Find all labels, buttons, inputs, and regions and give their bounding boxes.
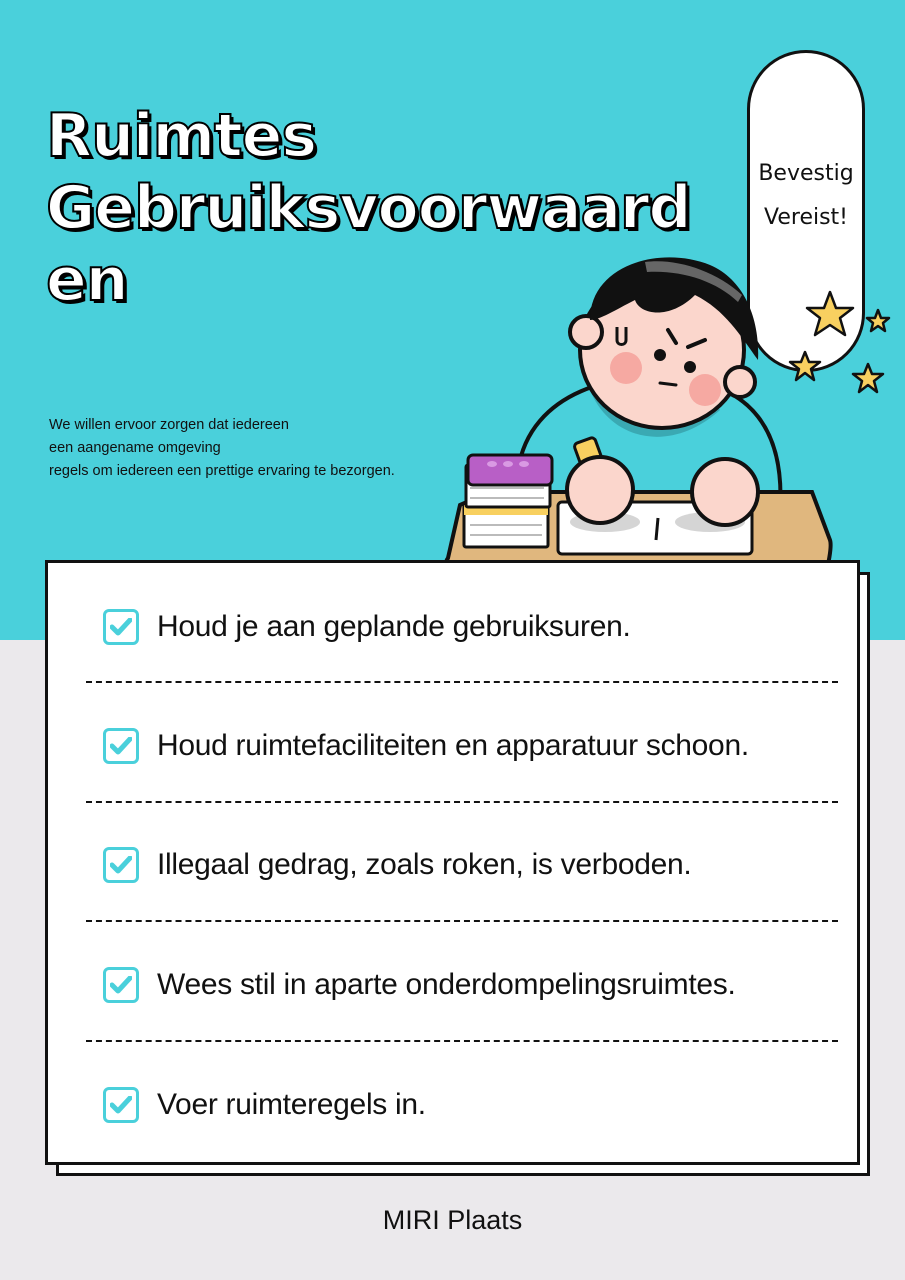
- checkbox-checked-icon[interactable]: [103, 847, 139, 883]
- rule-label: Voer ruimteregels in.: [157, 1088, 426, 1121]
- intro-line-3: regels om iedereen een prettige ervaring te bezorgen.: [49, 463, 395, 479]
- student-illustration: [440, 240, 905, 580]
- rule-label: Illegaal gedrag, zoals roken, is verboden.: [157, 848, 692, 881]
- rule-item: [103, 1085, 843, 1125]
- dashed-divider: [86, 801, 838, 803]
- title-line-1: Ruimtes: [46, 101, 317, 171]
- rule-label: Houd je aan geplande gebruiksuren.: [157, 610, 631, 643]
- rule-item: [103, 965, 843, 1005]
- rule-label: Wees stil in aparte onderdompelingsruimtes.: [157, 968, 736, 1001]
- intro-line-1: We willen ervoor zorgen dat iedereen: [49, 417, 289, 433]
- rules-card: [45, 560, 860, 1165]
- dashed-divider: [86, 920, 838, 922]
- intro-line-2: een aangename omgeving: [49, 440, 221, 456]
- dashed-divider: [86, 681, 838, 683]
- checkbox-checked-icon[interactable]: [103, 967, 139, 1003]
- title-line-3: en: [46, 245, 128, 315]
- footer-brand: MIRI Plaats: [382, 1205, 523, 1235]
- rule-label: Houd ruimtefaciliteiten en apparatuur schoon.: [157, 729, 749, 762]
- checkbox-checked-icon[interactable]: [103, 1087, 139, 1123]
- title-line-2: Gebruiksvoorwaard: [46, 173, 691, 243]
- checkbox-checked-icon[interactable]: [103, 609, 139, 645]
- bubble-line-1: Bevestig: [758, 161, 854, 186]
- checkbox-checked-icon[interactable]: [103, 728, 139, 764]
- rule-item: [103, 607, 843, 647]
- bubble-line-2: Vereist!: [764, 205, 848, 230]
- dashed-divider: [86, 1040, 838, 1042]
- rule-item: [103, 726, 843, 766]
- rule-item: [103, 845, 843, 885]
